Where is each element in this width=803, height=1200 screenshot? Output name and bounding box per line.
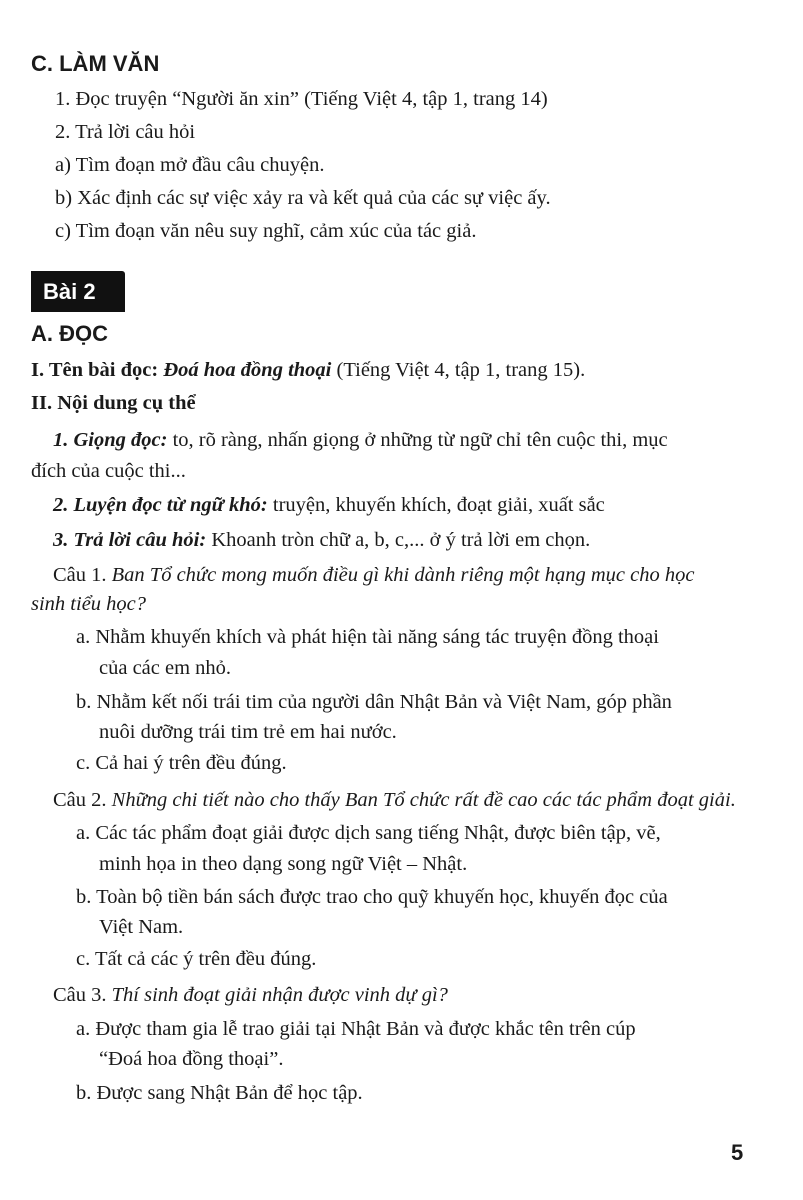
lam-van-item-2: 2. Trả lời câu hỏi bbox=[55, 121, 196, 143]
q1-option-c: c. Cả hai ý trên đều đúng. bbox=[76, 752, 287, 774]
q1-text: Ban Tổ chức mong muốn điều gì khi dành riêng một hạng mục cho học bbox=[111, 564, 695, 586]
q1-line-2: sinh tiểu học? bbox=[31, 593, 147, 615]
page-number: 5 bbox=[731, 1140, 744, 1165]
section-heading-doc: A. ĐỌC bbox=[31, 321, 108, 346]
section-heading-lam-van: C. LÀM VĂN bbox=[31, 51, 160, 76]
q1-label: Câu 1. bbox=[53, 564, 112, 586]
content-heading: II. Nội dung cụ thể bbox=[31, 392, 196, 414]
giong-doc-line-2: đích của cuộc thi... bbox=[31, 460, 186, 482]
q3-line bbox=[53, 982, 448, 1008]
q1-option-b-line-1: b. Nhằm kết nối trái tim của người dân Nhật Bản và Việt Nam, góp phần bbox=[76, 691, 672, 713]
q3-option-a-line-1: a. Được tham gia lễ trao giải tại Nhật Bản và được khắc tên trên cúp bbox=[76, 1018, 636, 1040]
q2-option-a-line-2: minh họa in theo dạng song ngữ Việt – Nhật. bbox=[99, 853, 468, 875]
q2-option-c: c. Tất cả các ý trên đều đúng. bbox=[76, 948, 317, 970]
giong-doc-text: to, rõ ràng, nhấn giọng ở những từ ngữ chỉ tên cuộc thi, mục bbox=[167, 429, 668, 451]
tra-loi-line bbox=[53, 527, 590, 553]
reading-title-line bbox=[31, 357, 585, 383]
reading-title-label: I. Tên bài đọc: bbox=[31, 359, 164, 381]
lesson-badge: Bài 2 bbox=[31, 271, 125, 312]
q3-option-b: b. Được sang Nhật Bản để học tập. bbox=[76, 1082, 363, 1104]
luyen-doc-line bbox=[53, 492, 605, 518]
q3-option-a-line-2: “Đoá hoa đồng thoại”. bbox=[99, 1048, 284, 1070]
lam-van-item-1: 1. Đọc truyện “Người ăn xin” (Tiếng Việt 4, tập 1, trang 14) bbox=[55, 88, 548, 110]
q3-text: Thí sinh đoạt giải nhận được vinh dự gì? bbox=[111, 984, 448, 1006]
giong-doc-label: 1. Giọng đọc: bbox=[53, 429, 168, 451]
reading-title-source: (Tiếng Việt 4, tập 1, trang 15). bbox=[331, 359, 586, 381]
q1-option-a-line-1: a. Nhằm khuyến khích và phát hiện tài năng sáng tác truyện đồng thoại bbox=[76, 626, 659, 648]
q2-label: Câu 2. bbox=[53, 789, 112, 811]
lam-van-item-a: a) Tìm đoạn mở đầu câu chuyện. bbox=[55, 154, 325, 176]
q2-option-b-line-2: Việt Nam. bbox=[99, 916, 184, 938]
q2-text: Những chi tiết nào cho thấy Ban Tổ chức rất đề cao các tác phẩm đoạt giải. bbox=[111, 789, 736, 811]
luyen-doc-text: truyện, khuyến khích, đoạt giải, xuất sắc bbox=[267, 494, 605, 516]
q1-line-1 bbox=[53, 562, 694, 588]
lam-van-item-c: c) Tìm đoạn văn nêu suy nghĩ, cảm xúc của tác giả. bbox=[55, 220, 477, 242]
reading-title-name: Đoá hoa đồng thoại bbox=[163, 359, 332, 381]
q3-label: Câu 3. bbox=[53, 984, 112, 1006]
giong-doc-line-1 bbox=[53, 427, 668, 453]
q2-option-a-line-1: a. Các tác phẩm đoạt giải được dịch sang tiếng Nhật, được biên tập, vẽ, bbox=[76, 822, 661, 844]
luyen-doc-label: 2. Luyện đọc từ ngữ khó: bbox=[53, 494, 268, 516]
lam-van-item-b: b) Xác định các sự việc xảy ra và kết quả của các sự việc ấy. bbox=[55, 187, 551, 209]
q1-option-b-line-2: nuôi dưỡng trái tim trẻ em hai nước. bbox=[99, 721, 397, 743]
q2-line bbox=[53, 787, 736, 813]
tra-loi-text: Khoanh tròn chữ a, b, c,... ở ý trả lời em chọn. bbox=[206, 529, 591, 551]
q2-option-b-line-1: b. Toàn bộ tiền bán sách được trao cho quỹ khuyến học, khuyến đọc của bbox=[76, 886, 668, 908]
q1-option-a-line-2: của các em nhỏ. bbox=[99, 657, 232, 679]
tra-loi-label: 3. Trả lời câu hỏi: bbox=[53, 529, 207, 551]
